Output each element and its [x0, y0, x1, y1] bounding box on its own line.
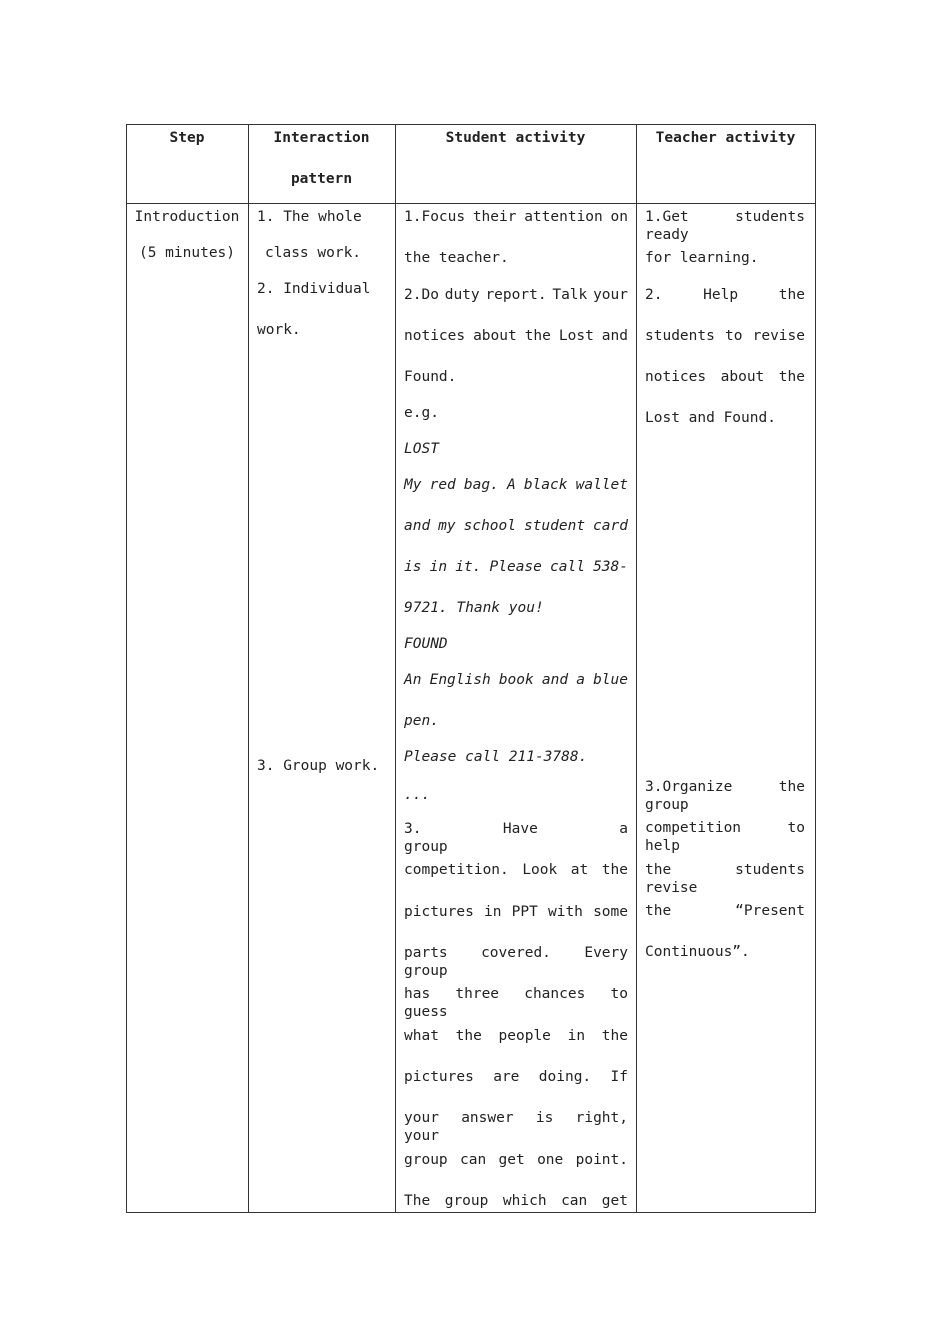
notice-text — [404, 476, 628, 494]
word: in — [429, 559, 448, 575]
word: blue — [593, 672, 628, 688]
column-border — [636, 124, 637, 1213]
word: An — [404, 672, 422, 688]
student-activity-line — [404, 327, 628, 345]
student-activity-line: The group which can get — [404, 1193, 628, 1209]
student-activity-line: pictures are doing. If — [404, 1069, 628, 1085]
ellipsis: ... — [404, 787, 431, 803]
word: school — [463, 518, 516, 534]
column-border — [815, 124, 816, 1213]
word: and — [404, 518, 431, 534]
word: Lost — [558, 328, 594, 344]
word: 2.Do — [404, 287, 439, 303]
word: A — [506, 477, 516, 493]
step-name: Introduction — [134, 209, 240, 225]
student-activity-line: 3. Have a group — [404, 821, 628, 855]
word: a — [576, 672, 585, 688]
student-activity-line: parts covered. Every group — [404, 945, 628, 979]
word: it. — [455, 559, 482, 575]
student-activity-line: your answer is right, your — [404, 1110, 628, 1144]
word: 538- — [593, 559, 628, 575]
student-activity-line: the teacher. — [404, 250, 509, 266]
header-student-activity: Student activity — [445, 130, 586, 146]
teacher-activity-line: the students revise — [645, 862, 805, 896]
header-step: Step — [169, 130, 205, 146]
word: 1.Focus — [404, 209, 466, 225]
word: notices — [404, 328, 466, 344]
student-activity-line — [404, 286, 628, 304]
teacher-activity-line: 3.Organize the group — [645, 779, 805, 813]
notice-text: 9721. Thank you! — [404, 600, 544, 616]
teacher-activity-line: notices about the — [645, 369, 805, 385]
step-duration: (5 minutes) — [138, 245, 236, 261]
teacher-activity-line: the “Present — [645, 903, 805, 919]
teacher-activity-line: Lost and Found. — [645, 410, 776, 426]
word: attention — [524, 209, 603, 225]
word: black — [523, 477, 568, 493]
column-border — [395, 124, 396, 1213]
word: card — [593, 518, 628, 534]
student-activity-line: what the people in the — [404, 1028, 628, 1044]
notice-text: pen. — [404, 713, 439, 729]
word: is — [404, 559, 422, 575]
interaction-item-cont: class work. — [265, 245, 362, 261]
word: English — [429, 672, 491, 688]
student-activity-line: competition. Look at the — [404, 862, 628, 878]
word: Talk — [552, 287, 588, 303]
word: the — [524, 328, 551, 344]
header-interaction-cont: pattern — [290, 171, 353, 187]
header-interaction: Interaction — [273, 130, 370, 146]
student-activity-line: group can get one point. — [404, 1152, 628, 1168]
interaction-item: 1. The whole — [257, 209, 362, 225]
interaction-item: 3. Group work. — [257, 758, 380, 774]
column-border — [248, 124, 249, 1213]
word: report. — [485, 287, 547, 303]
notice-text — [404, 671, 628, 689]
teacher-activity-line: 2. Help the — [645, 287, 805, 303]
student-activity-line — [404, 208, 628, 226]
teacher-activity-line: for learning. — [645, 250, 759, 266]
word: and — [601, 328, 628, 344]
word: My — [404, 477, 422, 493]
word: on — [610, 209, 628, 225]
word: book — [498, 672, 534, 688]
word: their — [472, 209, 517, 225]
word: bag. — [463, 477, 499, 493]
header-teacher-activity: Teacher activity — [655, 130, 796, 146]
notice-text: Please call 211-3788. — [404, 749, 588, 765]
notice-text — [404, 558, 628, 576]
word: wallet — [575, 477, 628, 493]
notice-heading-lost: LOST — [404, 441, 439, 457]
teacher-activity-line: 1.Get students ready — [645, 209, 805, 243]
word: student — [523, 518, 586, 534]
teacher-activity-line: Continuous”. — [645, 944, 750, 960]
notice-heading-found: FOUND — [404, 636, 448, 652]
column-border — [126, 124, 127, 1213]
word: your — [593, 287, 628, 303]
interaction-item-cont: work. — [257, 322, 301, 338]
word: and — [541, 672, 569, 688]
word: my — [438, 518, 456, 534]
student-activity-line: pictures in PPT with some — [404, 904, 628, 920]
word: red — [429, 477, 456, 493]
student-activity-line: Found. — [404, 369, 457, 385]
word: Please — [489, 559, 542, 575]
student-activity-line: has three chances to guess — [404, 986, 628, 1020]
teacher-activity-line: competition to help — [645, 820, 805, 854]
interaction-item: 2. Individual — [257, 281, 371, 297]
teacher-activity-line: students to revise — [645, 328, 805, 344]
word: duty — [444, 287, 480, 303]
word: about — [473, 328, 517, 344]
header-divider — [126, 203, 816, 204]
table-border-top — [126, 124, 816, 125]
word: call — [550, 559, 585, 575]
notice-text — [404, 517, 628, 535]
table-border-bottom — [126, 1212, 816, 1213]
example-label: e.g. — [404, 405, 439, 421]
